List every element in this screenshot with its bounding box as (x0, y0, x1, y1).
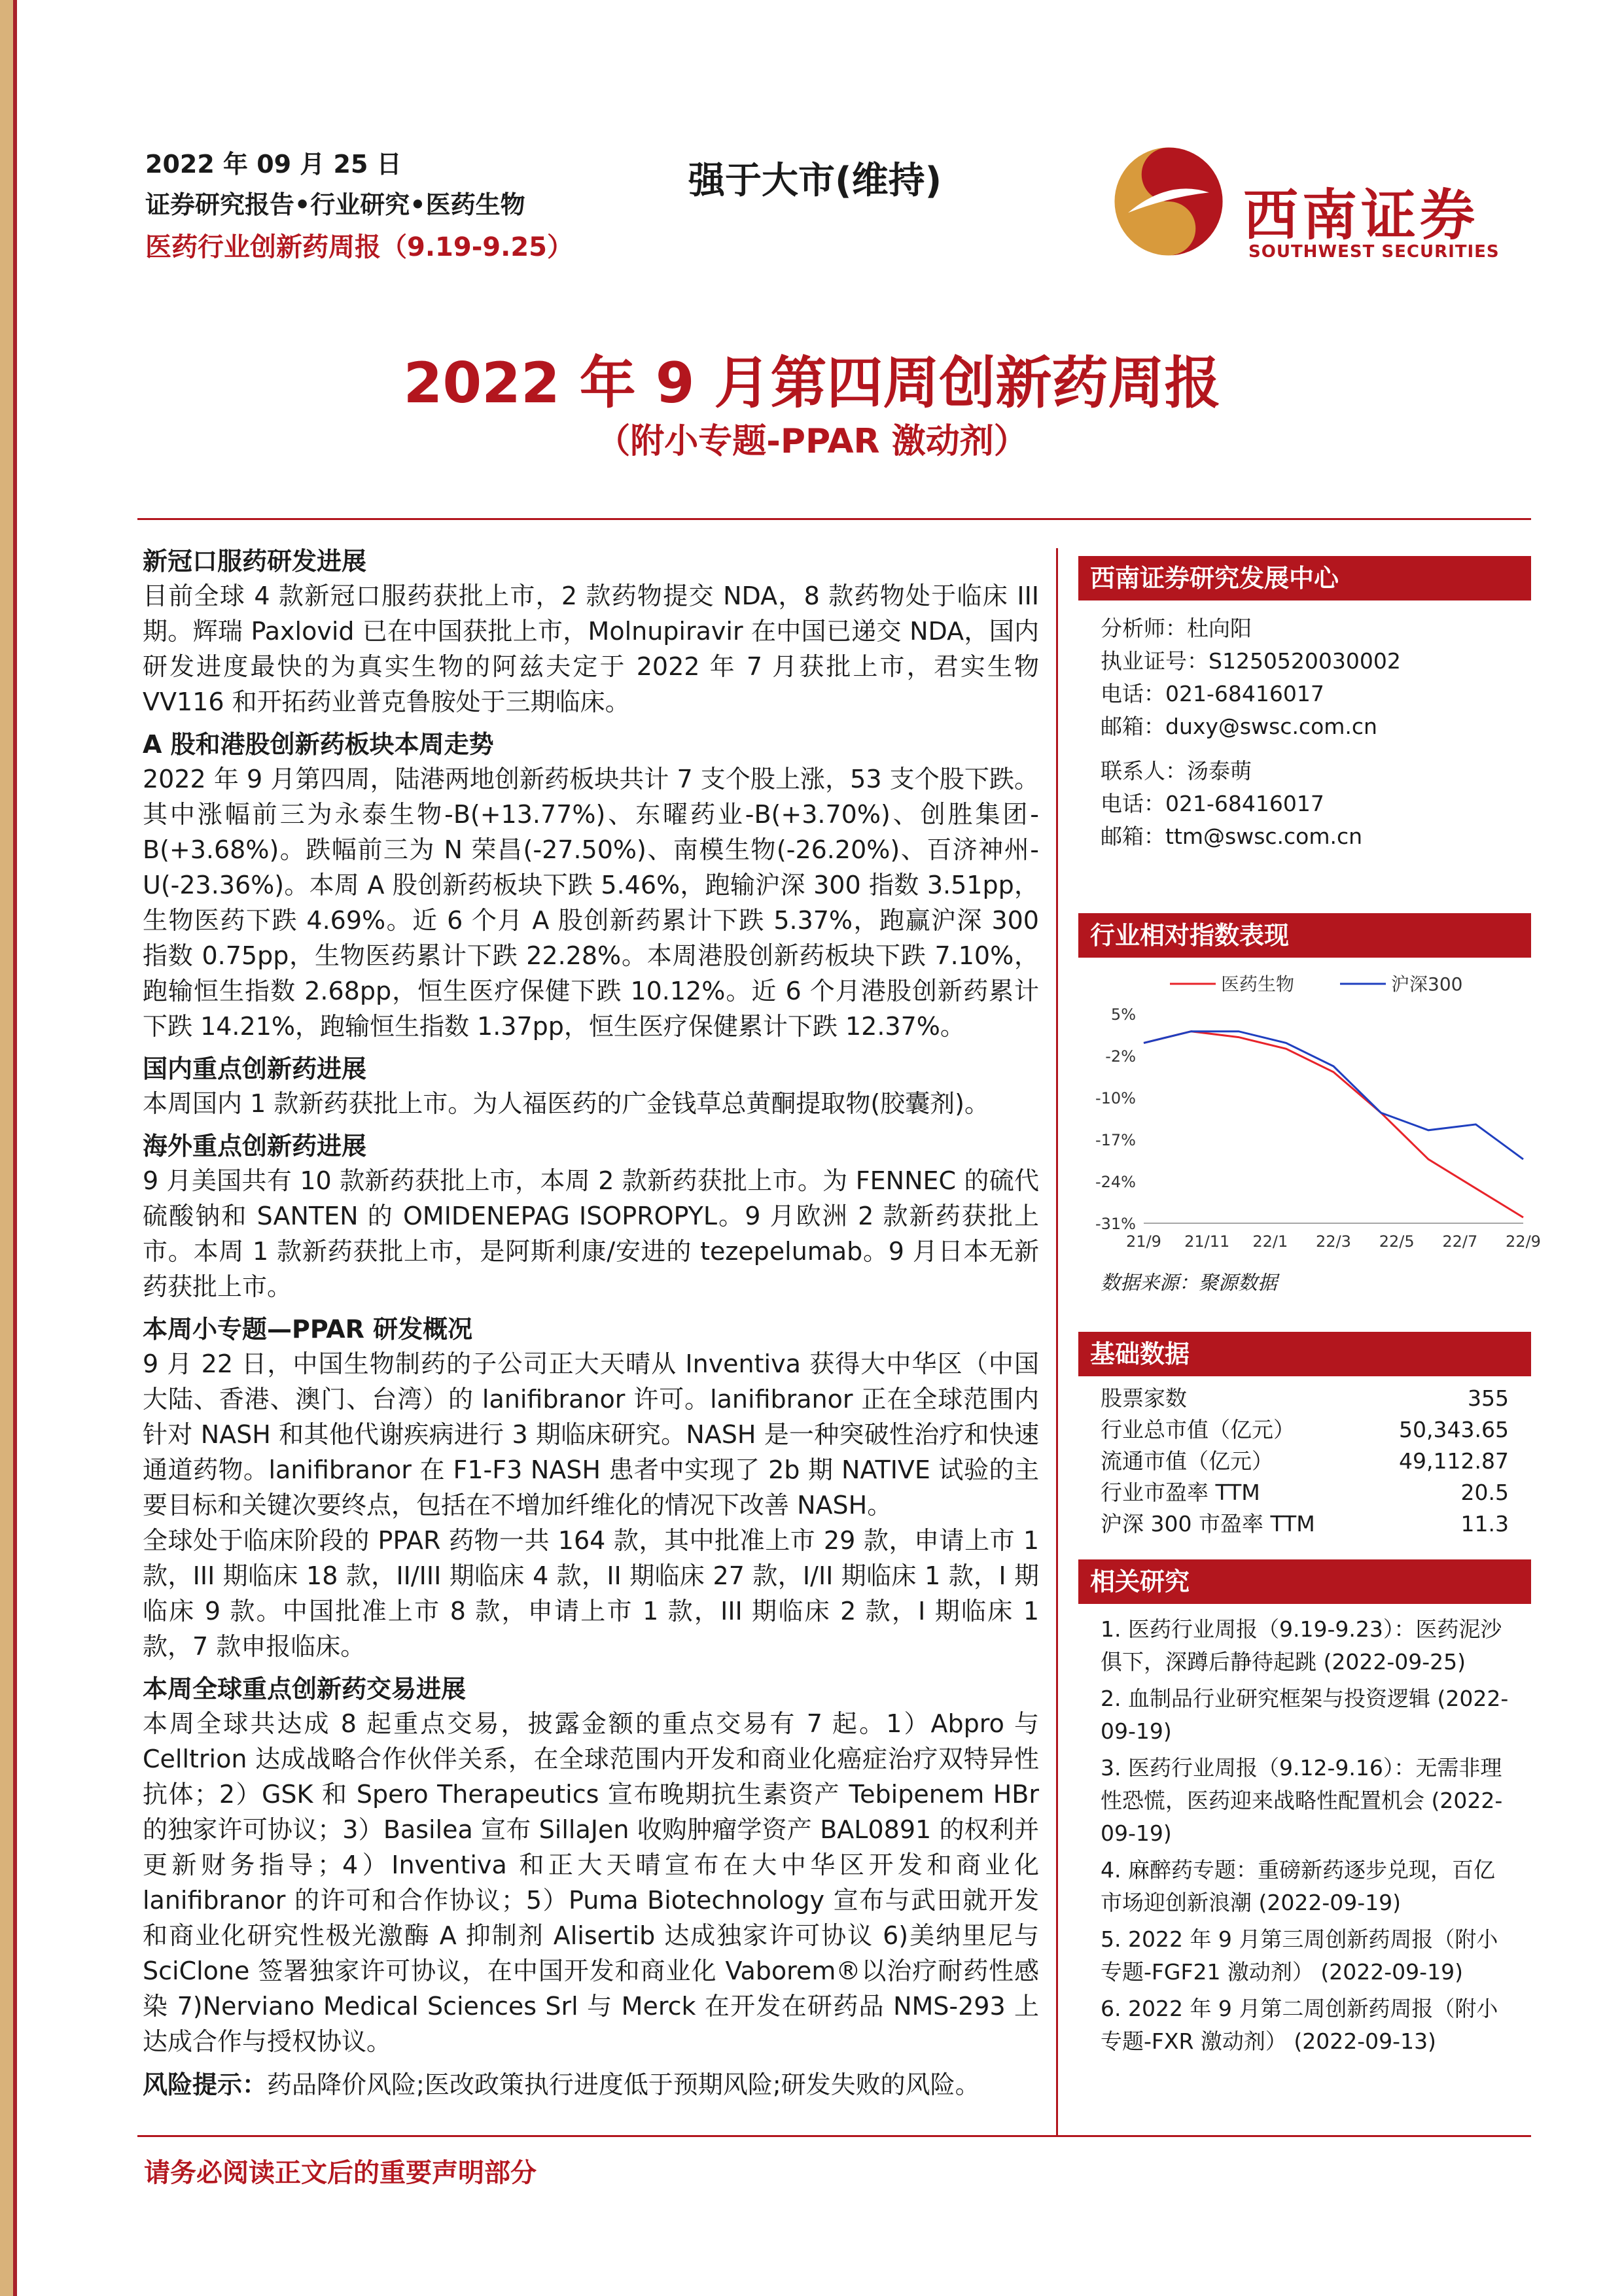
basic-value: 49,112.87 (1399, 1448, 1509, 1474)
section-global-deals (143, 1672, 1039, 2059)
analyst-license: 执业证号：S1250520030002 (1101, 648, 1401, 674)
legend-label-hs300: 沪深300 (1391, 973, 1463, 995)
section-heading: A 股和港股创新药板块本周走势 (143, 730, 494, 759)
section-covid-oral-drugs (143, 544, 1039, 720)
basic-value: 355 (1468, 1385, 1509, 1411)
x-tick-label: 22/5 (1379, 1232, 1415, 1251)
section-ppar-topic (143, 1312, 1039, 1664)
section-paragraph: 本周全球共达成 8 起重点交易，披露金额的重点交易有 7 起。1）Abpro 与 Celltrion 达成战略合作伙伴关系，在全球范围内开发和商业化癌症治疗双特异性抗体；2）GSK 和 Spero Therapeutics 宣布晚期抗生素资产 Tebipenem HBr 的独家许可协议；3）Basilea 宣布 SillaJen 收购肿瘤学资产 BAL0891 的权利并更新财务指导；4）Inventiva 和正大天晴宣布在大中华区开发和商业化 lanifibranor 的许可和合作协议；5）Puma Biotechnology 宣布与武田就开发和商业化研究性极光激酶 A 抑制剂 Alisertib 达成独家许可协议 6)美纳里尼与 SciClone 签署独家许可协议，在中国开发和商业化 Vaborem®以治疗耐药性感染 7)Nerviano Medical Sciences Srl 与 Merck 在开发在研药品 NMS-293 上达成合作与授权协议。 (143, 1709, 1039, 2056)
contact-email: 邮箱：ttm@swsc.com.cn (1101, 824, 1363, 849)
section-overseas-progress (143, 1129, 1039, 1304)
section-paragraph: 全球处于临床阶段的 PPAR 药物一共 164 款，其中批准上市 29 款，申请上市 1 款，III 期临床 18 款，II/III 期临床 4 款，II 期临床 27 款，I/II 期临床 1 款，I 期临床 9 款。中国批准上市 8 款，申请上市 1 款，III 期临床 2 款，I 期临床 1 款，7 款申报临床。 (143, 1526, 1039, 1661)
section-heading: 新冠口服药研发进展 (143, 547, 367, 576)
report-subtitle: （附小专题-PPAR 激动剂） (596, 422, 1028, 461)
basic-row (1078, 1508, 1531, 1540)
y-tick-label: -24% (1095, 1173, 1136, 1191)
basic-row (1078, 1446, 1531, 1477)
x-tick-label: 22/3 (1316, 1232, 1351, 1251)
basic-label: 股票家数 (1101, 1385, 1187, 1411)
related-report-link[interactable]: 5. 2022 年 9 月第三周创新药周报（附小专题-FGF21 激动剂） (2022-09-19) (1101, 1926, 1498, 1985)
analyst-name: 分析师：杜向阳 (1101, 616, 1252, 641)
basic-label: 流通市值（亿元） (1101, 1448, 1273, 1474)
chart-legend (1170, 973, 1462, 995)
basic-value: 11.3 (1460, 1511, 1509, 1537)
analyst-email: 邮箱：duxy@swsc.com.cn (1101, 714, 1377, 739)
footer-divider (137, 2135, 1531, 2137)
section-heading: 本周小专题—PPAR 研发概况 (143, 1315, 473, 1344)
section-paragraph: 9 月美国共有 10 款新药获批上市，本周 2 款新药获批上市。为 FENNEC 的硫代硫酸钠和 SANTEN 的 OMIDENEPAG ISOPROPYL。9 月欧洲 2 款新药获批上市。本周 1 款新药获批上市，是阿斯利康/安进的 tezepelumab。9 月日本无新药获批上市。 (143, 1166, 1039, 1301)
column-divider (1056, 548, 1058, 2135)
basic-row (1078, 1414, 1531, 1446)
report-type: 证券研究报告•行业研究•医药生物 (145, 190, 525, 219)
section-domestic-progress (143, 1052, 1039, 1121)
x-tick-label: 22/1 (1252, 1232, 1288, 1251)
section-heading: 国内重点创新药进展 (143, 1054, 367, 1083)
section-market-trend (143, 727, 1039, 1044)
risk-text: 药品降价风险;医改政策执行进度低于预期风险;研发失败的风险。 (267, 2070, 980, 2099)
risk-warning (143, 2067, 1039, 2102)
analyst-phone: 电话：021-68416017 (1101, 681, 1324, 706)
y-tick-label: -31% (1095, 1215, 1136, 1233)
contact-phone: 电话：021-68416017 (1101, 791, 1324, 816)
report-date: 2022 年 09 月 25 日 (145, 150, 402, 179)
report-series: 医药行业创新药周报（9.19-9.25） (145, 232, 573, 262)
relative-index-chart (1078, 955, 1541, 1269)
x-tick-label: 21/9 (1126, 1232, 1161, 1251)
footer-disclaimer: 请务必阅读正文后的重要声明部分 (144, 2158, 537, 2188)
section-heading: 海外重点创新药进展 (143, 1132, 367, 1160)
related-report-link[interactable]: 4. 麻醉药专题：重磅新药逐步兑现，百亿市场迎创新浪潮 (2022-09-19) (1101, 1857, 1495, 1915)
related-report-link[interactable]: 3. 医药行业周报（9.12-9.16）：无需非理性恐慌，医药迎来战略性配置机会 (2022-09-19) (1101, 1755, 1503, 1846)
report-title: 2022 年 9 月第四周创新药周报 (403, 351, 1221, 416)
risk-label: 风险提示： (143, 2070, 268, 2099)
section-paragraph: 2022 年 9 月第四周，陆港两地创新药板块共计 7 支个股上涨，53 支个股下跌。其中涨幅前三为永泰生物-B(+13.77%)、东曜药业-B(+3.70%)、创胜集团-B(+3.68%)。跌幅前三为 N 荣昌(-27.50%)、南模生物(-26.20%)、百济神州-U(-23.36%)。本周 A 股创新药板块下跌 5.46%，跑输沪深 300 指数 3.51pp，生物医药下跌 4.69%。近 6 个月 A 股创新药累计下跌 5.37%，跑赢沪深 300 指数 0.75pp，生物医药累计下跌 22.28%。本周港股创新药板块下跌 7.10%，跑输恒生指数 2.68pp，恒生医疗保健下跌 10.12%。近 6 个月港股创新药累计下跌 14.21%，跑输恒生指数 1.37pp，恒生医疗保健累计下跌 12.37%。 (143, 765, 1039, 1041)
basic-label: 行业市盈率 TTM (1101, 1480, 1260, 1505)
x-tick-label: 22/7 (1442, 1232, 1478, 1251)
related-report-link[interactable]: 1. 医药行业周报（9.19-9.23）：医药泥沙俱下，深蹲后静待起跳 (2022-09-25) (1101, 1616, 1502, 1675)
logo-english-name: SOUTHWEST SECURITIES (1248, 242, 1500, 262)
basic-label: 行业总市值（亿元） (1101, 1417, 1295, 1442)
data-source: 数据来源：聚源数据 (1101, 1272, 1277, 1295)
panel-title: 基础数据 (1078, 1332, 1531, 1376)
logo-chinese-name: 西南证券 (1243, 183, 1479, 247)
basic-value: 20.5 (1460, 1480, 1509, 1505)
y-tick-label: 5% (1110, 1005, 1136, 1024)
series-line-hs300 (1144, 1032, 1523, 1160)
basic-row (1078, 1383, 1531, 1414)
contact-name: 联系人：汤泰萌 (1101, 758, 1252, 784)
basic-row (1078, 1477, 1531, 1508)
section-paragraph: 9 月 22 日，中国生物制药的子公司正大天晴从 Inventiva 获得大中华区（中国大陆、香港、澳门、台湾）的 lanifibranor 许可。lanifibranor 正在全球范围内针对 NASH 和其他代谢疾病进行 3 期临床研究。NASH 是一种突破性治疗和快速通道药物。lanifibranor 在 F1-F3 NASH 患者中实现了 2b 期 NATIVE 试验的主要目标和关键次要终点，包括在不增加纤维化的情况下改善 NASH。 (143, 1349, 1039, 1520)
related-research-panel (1078, 1559, 1531, 2062)
y-tick-label: -17% (1095, 1131, 1136, 1149)
main-content (143, 544, 1039, 2102)
section-paragraph: 目前全球 4 款新冠口服药获批上市，2 款药物提交 NDA，8 款药物处于临床 III 期。辉瑞 Paxlovid 已在中国获批上市，Molnupiravir 在中国已递交 NDA，国内研发进度最快的为真实生物的阿兹夫定于 2022 年 7 月获批上市，君实生物 VV116 和开拓药业普克鲁胺处于三期临床。 (143, 582, 1039, 716)
related-report-link[interactable]: 2. 血制品行业研究框架与投资逻辑 (2022-09-19) (1101, 1686, 1509, 1744)
basic-data-panel (1078, 1332, 1531, 1540)
rating: 强于大市(维持) (688, 160, 942, 202)
section-heading: 本周全球重点创新药交易进展 (143, 1675, 467, 1703)
basic-label: 沪深 300 市盈率 TTM (1101, 1511, 1315, 1537)
related-report-link[interactable]: 6. 2022 年 9 月第二周创新药周报（附小专题-FXR 激动剂） (2022-09-13) (1101, 1996, 1498, 2054)
panel-title: 西南证券研究发展中心 (1078, 556, 1531, 600)
title-divider (137, 518, 1531, 520)
legend-label-pharma: 医药生物 (1221, 973, 1295, 995)
basic-value: 50,343.65 (1399, 1417, 1509, 1442)
panel-title: 相关研究 (1078, 1559, 1531, 1604)
panel-title: 行业相对指数表现 (1078, 913, 1531, 958)
x-tick-label: 21/11 (1184, 1232, 1230, 1251)
x-tick-label: 22/9 (1506, 1232, 1541, 1251)
analyst-panel (1078, 556, 1531, 853)
southwest-logo-icon (1112, 145, 1225, 258)
chart-panel-header (1078, 913, 1531, 958)
y-tick-label: -10% (1095, 1089, 1136, 1107)
y-tick-label: -2% (1105, 1047, 1136, 1066)
series-line-pharma (1144, 1032, 1523, 1217)
section-paragraph: 本周国内 1 款新药获批上市。为人福医药的广金钱草总黄酮提取物(胶囊剂)。 (143, 1089, 989, 1118)
